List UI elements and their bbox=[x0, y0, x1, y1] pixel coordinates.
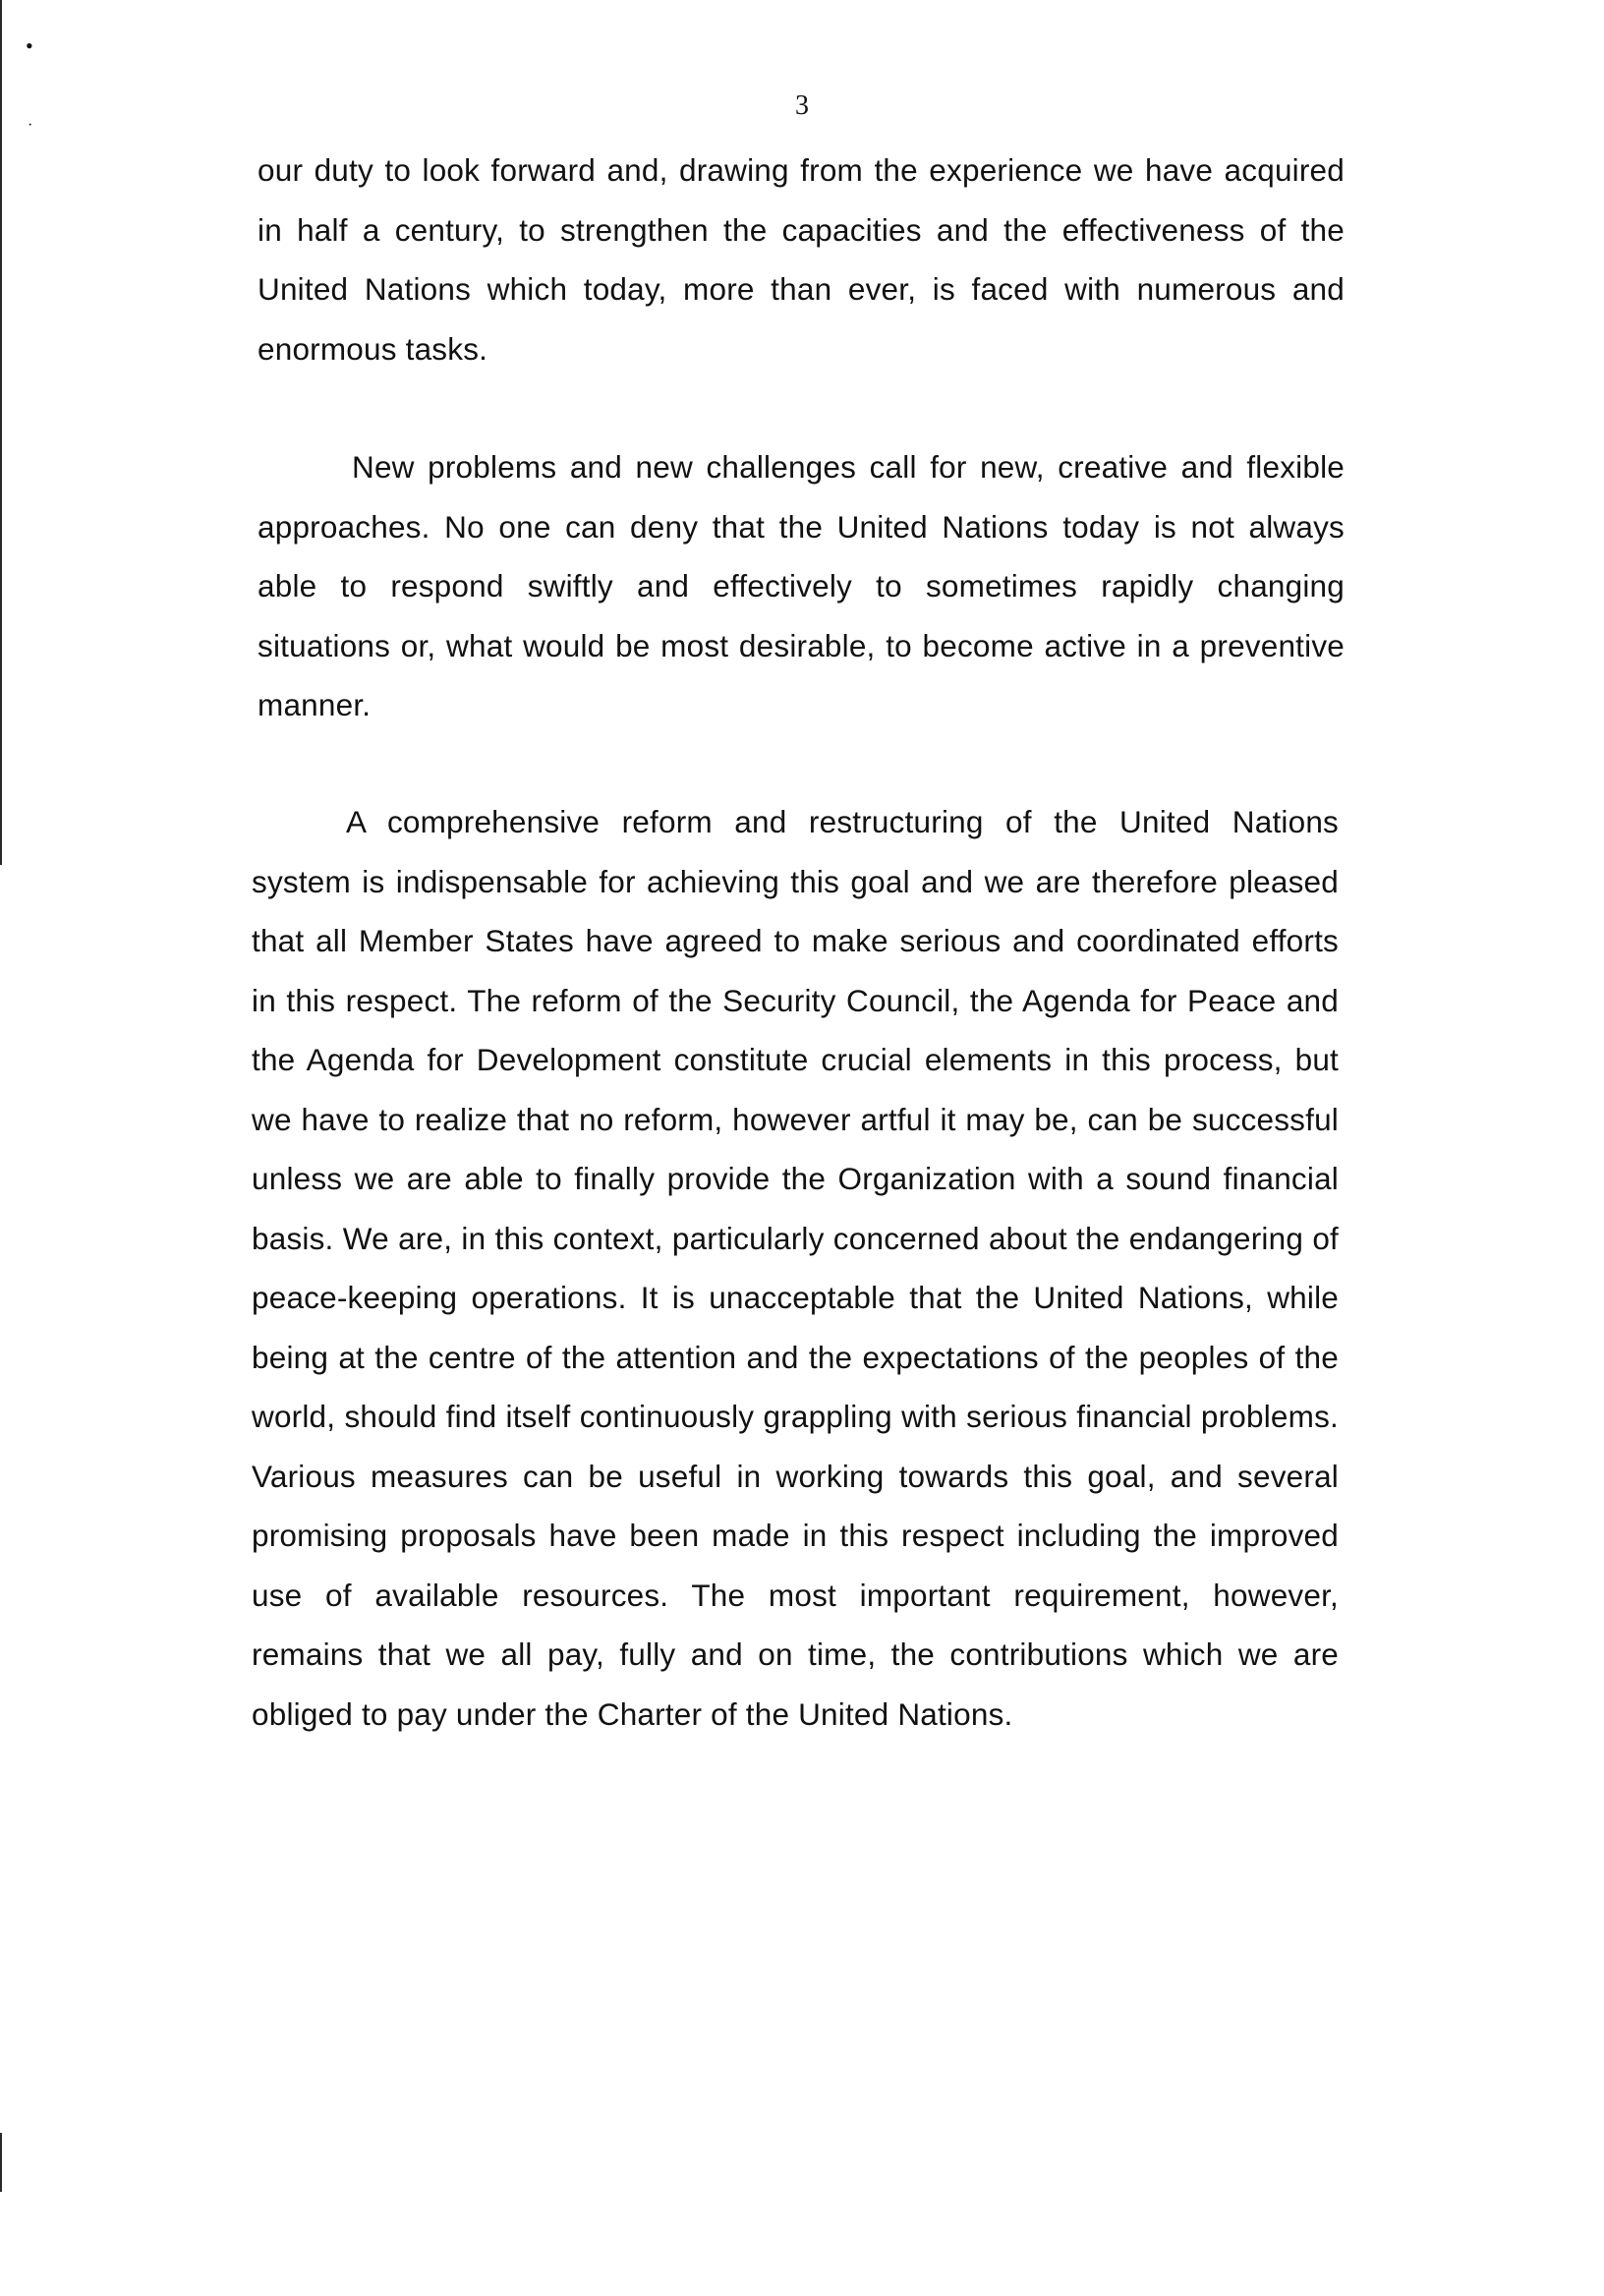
scan-edge-line bbox=[0, 2133, 2, 2192]
paragraph-text: New problems and new challenges call for new, creative and flexible approaches. No one can deny that the United Nations today is not always able to respond swiftly and effectively to sometimes rapidly changing situations or, what would be most desirable, to become active in a preventive manner. bbox=[258, 449, 1345, 722]
paragraph-3 bbox=[252, 792, 1339, 1744]
paragraph-2 bbox=[258, 437, 1345, 735]
paragraph-text: our duty to look forward and, drawing from the experience we have acquired in half a century, to strengthen the capacities and the effectiveness of the United Nations which today, more than ever, is faced with numerous and enormous tasks. bbox=[258, 152, 1345, 367]
paragraph-text: A comprehensive reform and restructuring of the United Nations system is indispensable for achieving this goal and we are therefore pleased that all Member States have agreed to make serious and coordinated efforts in this respect. The reform of the Security Council, the Agenda for Peace and the Agenda for Development constitute crucial elements in this process, but we have to realize that no reform, however artful it may be, can be successful unless we are able to finally provide the Organization with a sound financial basis. We are, in this context, particularly concerned about the endangering of peace-keeping operations. It is unacceptable that the United Nations, while being at the centre of the attention and the expectations of the peoples of the world, should find itself continuously grappling with serious financial problems. Various measures can be useful in working towards this goal, and several promising proposals have been made in this respect including the improved use of available resources. The most important requirement, however, remains that we all pay, fully and on time, the contributions which we are obliged to pay under the Charter of the United Nations. bbox=[252, 804, 1339, 1732]
scan-speck: · bbox=[28, 117, 33, 134]
scan-edge-line bbox=[0, 0, 2, 865]
paragraph-1 bbox=[258, 141, 1345, 378]
page-number: 3 bbox=[795, 90, 809, 121]
scan-speck: • bbox=[26, 33, 33, 58]
